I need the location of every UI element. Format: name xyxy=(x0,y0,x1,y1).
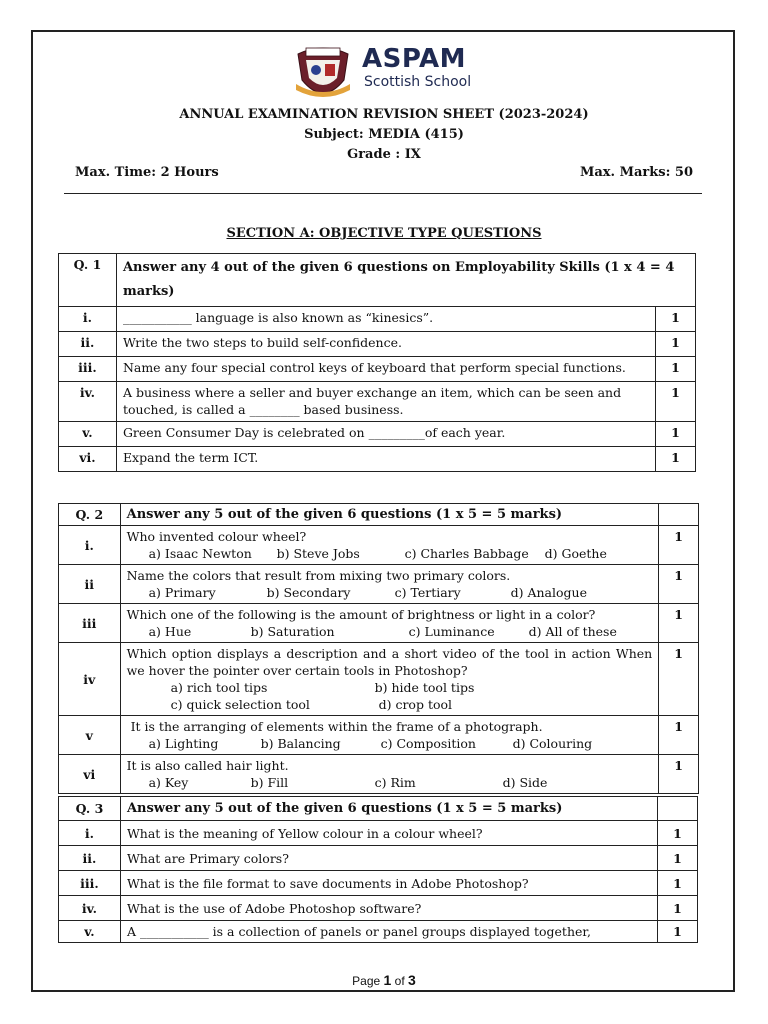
max-marks: Max. Marks: 50 xyxy=(579,165,693,180)
marks: 1 xyxy=(656,382,696,422)
row-number: ii. xyxy=(59,846,121,871)
question-text: ___________ language is also known as “kinesics”. xyxy=(116,307,655,332)
option-c: c) Composition xyxy=(380,736,476,751)
q3-table xyxy=(58,796,698,943)
max-time: Max. Time: 2 Hours xyxy=(75,165,219,180)
table-row xyxy=(59,846,698,871)
question-text: What is the use of Adobe Photoshop software? xyxy=(120,896,657,921)
row-number: v xyxy=(59,716,121,755)
table-row xyxy=(59,755,699,794)
section-a-title: SECTION A: OBJECTIVE TYPE QUESTIONS xyxy=(226,226,542,241)
row-number: iii. xyxy=(59,871,121,896)
marks: 1 xyxy=(658,846,698,871)
marks: 1 xyxy=(656,332,696,357)
option-b: b) Balancing xyxy=(260,736,341,751)
table-row xyxy=(59,307,696,332)
marks: 1 xyxy=(658,921,698,943)
option-a: a) Primary xyxy=(148,585,216,600)
question-text: It is the arranging of elements within the frame of a photograph. xyxy=(130,719,543,734)
question-text: What are Primary colors? xyxy=(120,846,657,871)
question-text: Write the two steps to build self-confidence. xyxy=(116,332,655,357)
row-number: iv xyxy=(59,643,121,716)
table-row xyxy=(59,422,696,447)
option-c: c) Luminance xyxy=(408,624,495,639)
row-number: v. xyxy=(59,422,117,447)
q2-number: Q. 2 xyxy=(59,504,121,526)
marks: 1 xyxy=(658,896,698,921)
marks: 1 xyxy=(656,422,696,447)
q3-heading: Answer any 5 out of the given 6 questions (1 x 5 = 5 marks) xyxy=(120,797,657,821)
option-c: c) Charles Babbage xyxy=(404,546,529,561)
row-number: i. xyxy=(59,307,117,332)
table-row xyxy=(59,821,698,846)
option-a: a) Hue xyxy=(148,624,192,639)
marks: 1 xyxy=(656,357,696,382)
divider-line xyxy=(64,193,702,194)
row-number: vi xyxy=(59,755,121,794)
option-b: b) Fill xyxy=(250,775,289,790)
option-a: a) Key xyxy=(148,775,189,790)
q1-number: Q. 1 xyxy=(59,254,117,307)
marks: 1 xyxy=(659,716,699,755)
options-row-2 xyxy=(127,696,653,713)
school-crest-logo xyxy=(292,44,354,102)
question-cell xyxy=(120,716,659,755)
marks-cell-empty xyxy=(658,797,698,821)
option-c: c) quick selection tool xyxy=(170,697,310,712)
brand-name: ASPAM xyxy=(362,44,467,74)
option-b: b) Steve Jobs xyxy=(276,546,360,561)
question-text: A ___________ is a collection of panels or panel groups displayed together, xyxy=(120,921,657,943)
question-cell xyxy=(120,604,659,643)
question-text: A business where a seller and buyer exchange an item, which can be seen and touched, is called a ________ based business. xyxy=(116,382,655,422)
option-d: d) Side xyxy=(502,775,548,790)
question-text: Expand the term ICT. xyxy=(116,447,655,472)
table-row xyxy=(59,565,699,604)
option-b: b) Secondary xyxy=(266,585,351,600)
page-total: 3 xyxy=(408,972,416,988)
option-c: c) Rim xyxy=(374,775,416,790)
marks: 1 xyxy=(659,755,699,794)
options xyxy=(127,545,653,562)
row-number: iii xyxy=(59,604,121,643)
row-number: iii. xyxy=(59,357,117,382)
question-text: Which option displays a description and a short video of the tool in action When we hover the pointer over certain tools in Photoshop? xyxy=(126,646,653,678)
marks: 1 xyxy=(656,307,696,332)
options xyxy=(127,623,653,640)
row-number: i. xyxy=(59,821,121,846)
question-cell xyxy=(120,755,659,794)
question-text: Name the colors that result from mixing two primary colors. xyxy=(126,568,511,583)
q2-table xyxy=(58,503,699,794)
option-b: b) hide tool tips xyxy=(374,680,475,695)
marks: 1 xyxy=(659,526,699,565)
row-number: i. xyxy=(59,526,121,565)
options xyxy=(127,584,653,601)
option-d: d) All of these xyxy=(528,624,617,639)
row-number: iv. xyxy=(59,896,121,921)
option-c: c) Tertiary xyxy=(394,585,461,600)
table-row xyxy=(59,604,699,643)
table-row xyxy=(59,921,698,943)
option-d: d) crop tool xyxy=(378,697,453,712)
question-cell xyxy=(120,565,659,604)
table-row xyxy=(59,526,699,565)
marks: 1 xyxy=(659,643,699,716)
marks: 1 xyxy=(659,565,699,604)
option-b: b) Saturation xyxy=(250,624,335,639)
table-row xyxy=(59,357,696,382)
table-row xyxy=(59,716,699,755)
options xyxy=(127,735,653,752)
option-d: d) Colouring xyxy=(512,736,593,751)
marks: 1 xyxy=(658,821,698,846)
option-a: a) Isaac Newton xyxy=(148,546,252,561)
marks-cell-empty xyxy=(659,504,699,526)
marks: 1 xyxy=(659,604,699,643)
table-row xyxy=(59,447,696,472)
q2-heading: Answer any 5 out of the given 6 questions (1 x 5 = 5 marks) xyxy=(120,504,659,526)
table-row xyxy=(59,643,699,716)
page-number: 1 xyxy=(383,972,392,988)
question-text: It is also called hair light. xyxy=(126,758,289,773)
option-d: d) Analogue xyxy=(510,585,587,600)
table-row xyxy=(59,896,698,921)
options xyxy=(127,774,653,791)
option-d: d) Goethe xyxy=(544,546,607,561)
marks: 1 xyxy=(658,871,698,896)
brand-subtitle: Scottish School xyxy=(364,74,472,90)
table-row xyxy=(59,332,696,357)
q3-number: Q. 3 xyxy=(59,797,121,821)
question-text: Which one of the following is the amount of brightness or light in a color? xyxy=(126,607,596,622)
row-number: iv. xyxy=(59,382,117,422)
q1-heading: Answer any 4 out of the given 6 questions on Employability Skills (1 x 4 = 4 marks) xyxy=(116,254,695,307)
row-number: v. xyxy=(59,921,121,943)
option-a: a) rich tool tips xyxy=(170,680,268,695)
question-cell xyxy=(120,643,659,716)
table-row xyxy=(59,871,698,896)
sheet-title: ANNUAL EXAMINATION REVISION SHEET (2023-2024) xyxy=(179,107,589,122)
table-row xyxy=(59,382,696,422)
row-number: vi. xyxy=(59,447,117,472)
option-a: a) Lighting xyxy=(148,736,219,751)
q1-table xyxy=(58,253,696,472)
row-number: ii. xyxy=(59,332,117,357)
question-text: What is the meaning of Yellow colour in a colour wheel? xyxy=(120,821,657,846)
page-label: Page xyxy=(352,974,384,988)
question-text: What is the file format to save documents in Adobe Photoshop? xyxy=(120,871,657,896)
question-cell xyxy=(120,526,659,565)
question-text: Who invented colour wheel? xyxy=(126,529,307,544)
row-number: ii xyxy=(59,565,121,604)
grade-line: Grade : IX xyxy=(347,147,421,162)
of-label: of xyxy=(391,974,409,988)
question-text: Green Consumer Day is celebrated on _________of each year. xyxy=(116,422,655,447)
question-text: Name any four special control keys of keyboard that perform special functions. xyxy=(116,357,655,382)
page-footer xyxy=(0,972,768,988)
options-row-1 xyxy=(127,679,653,696)
marks: 1 xyxy=(656,447,696,472)
subject-line: Subject: MEDIA (415) xyxy=(304,127,464,142)
